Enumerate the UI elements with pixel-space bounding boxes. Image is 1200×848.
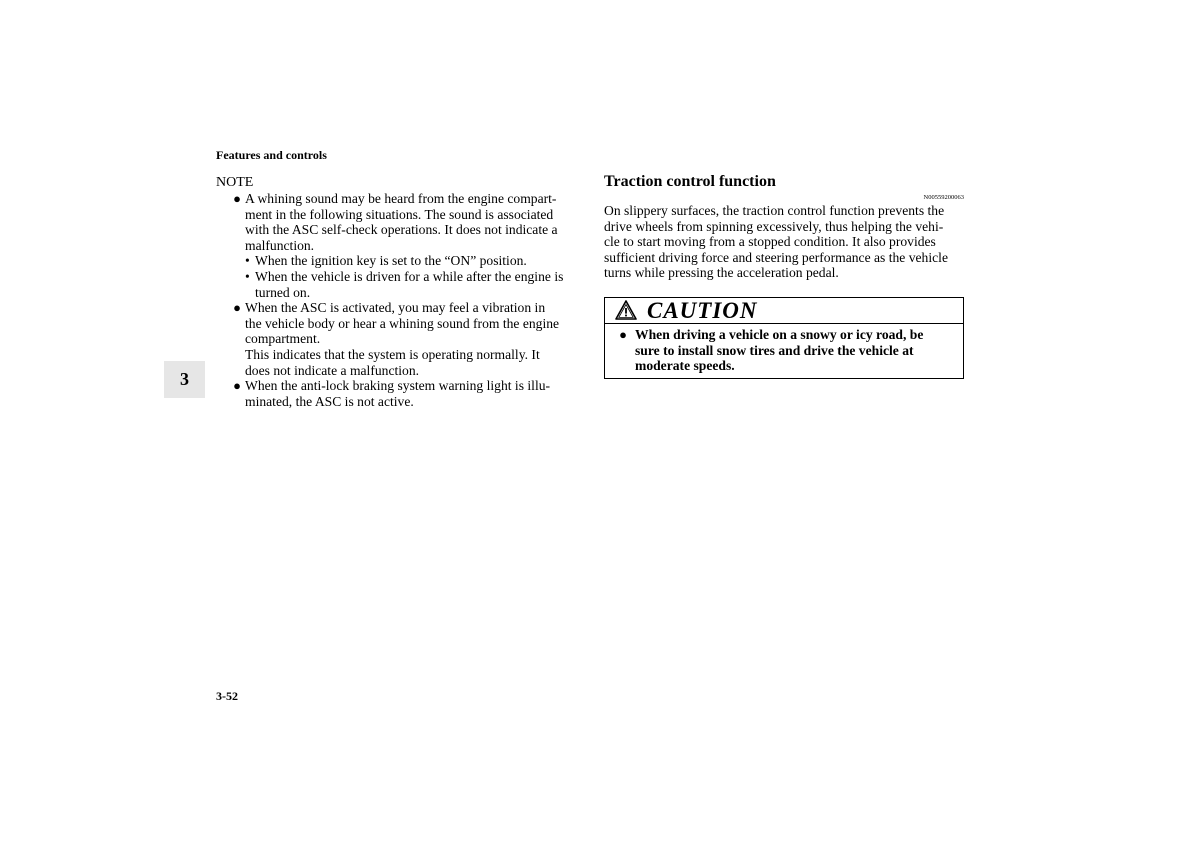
text-line: This indicates that the system is operating normally. It [245,346,540,362]
sub-bullet: • [245,268,250,284]
traction-control-section [604,172,964,379]
note-label: NOTE [216,175,254,190]
note-subitem-text [255,269,577,300]
caution-list [605,324,963,378]
page-number: 3-52 [216,689,238,703]
note-item [216,378,577,409]
caution-item [605,327,953,374]
text-line: sure to install snow tires and drive the vehicle at [635,342,914,358]
caution-header [605,298,963,324]
caution-text [635,327,953,374]
document-code: N00559200063 [923,194,964,201]
caution-box [604,297,964,379]
section-heading: Traction control function [604,173,776,190]
text-line: When the anti-lock braking system warning light is illu- [245,378,551,394]
text-line: ment in the following situations. The sound is associated [245,206,554,222]
text-line: minated, the ASC is not active. [245,393,414,409]
caution-title: CAUTION [647,297,758,323]
chapter-tab [164,361,205,398]
text-line: A whining sound may be heard from the engine compart- [245,191,557,206]
note-subitem [245,253,577,269]
text-line: When driving a vehicle on a snowy or icy road, be [635,326,924,342]
bullet-icon: ● [233,378,241,394]
text-line: When the vehicle is driven for a while after the engine is [255,268,564,284]
text-line: turned on. [255,284,311,300]
warning-triangle-icon [615,300,637,320]
note-item [216,191,577,300]
text-line: sufficient driving force and steering performance as the vehicle [604,249,948,265]
text-line: does not indicate a malfunction. [245,362,420,378]
text-line: malfunction. [245,237,315,253]
text-line: cle to start moving from a stopped condition. It also provides [604,234,936,250]
note-list [216,191,577,409]
bullet-icon: ● [619,326,627,342]
note-section [216,174,577,409]
note-subitem [245,269,577,300]
text-line: When the ASC is activated, you may feel a vibration in [245,300,546,316]
note-item [216,300,577,378]
text-line: the vehicle body or hear a whining sound from the engine [245,315,560,331]
text-line: with the ASC self-check operations. It does not indicate a [245,222,558,238]
text-line: moderate speeds. [635,358,735,374]
note-item-body [245,300,577,378]
text-line: turns while pressing the acceleration pedal. [604,265,839,281]
note-item-body [245,191,577,300]
body-paragraph [604,203,964,281]
bullet-icon: ● [233,191,241,206]
sub-bullet: • [245,253,250,269]
text-line: compartment. [245,331,321,347]
text-line: On slippery surfaces, the traction control function prevents the [604,203,945,218]
chapter-number: 3 [180,369,189,389]
text-line: drive wheels from spinning excessively, thus helping the vehi- [604,218,944,234]
bullet-icon: ● [233,300,241,316]
text-line: When the ignition key is set to the “ON” position. [255,253,527,269]
section-header: Features and controls [216,148,327,162]
note-item-body [245,378,577,409]
note-subitem-text [255,253,577,269]
